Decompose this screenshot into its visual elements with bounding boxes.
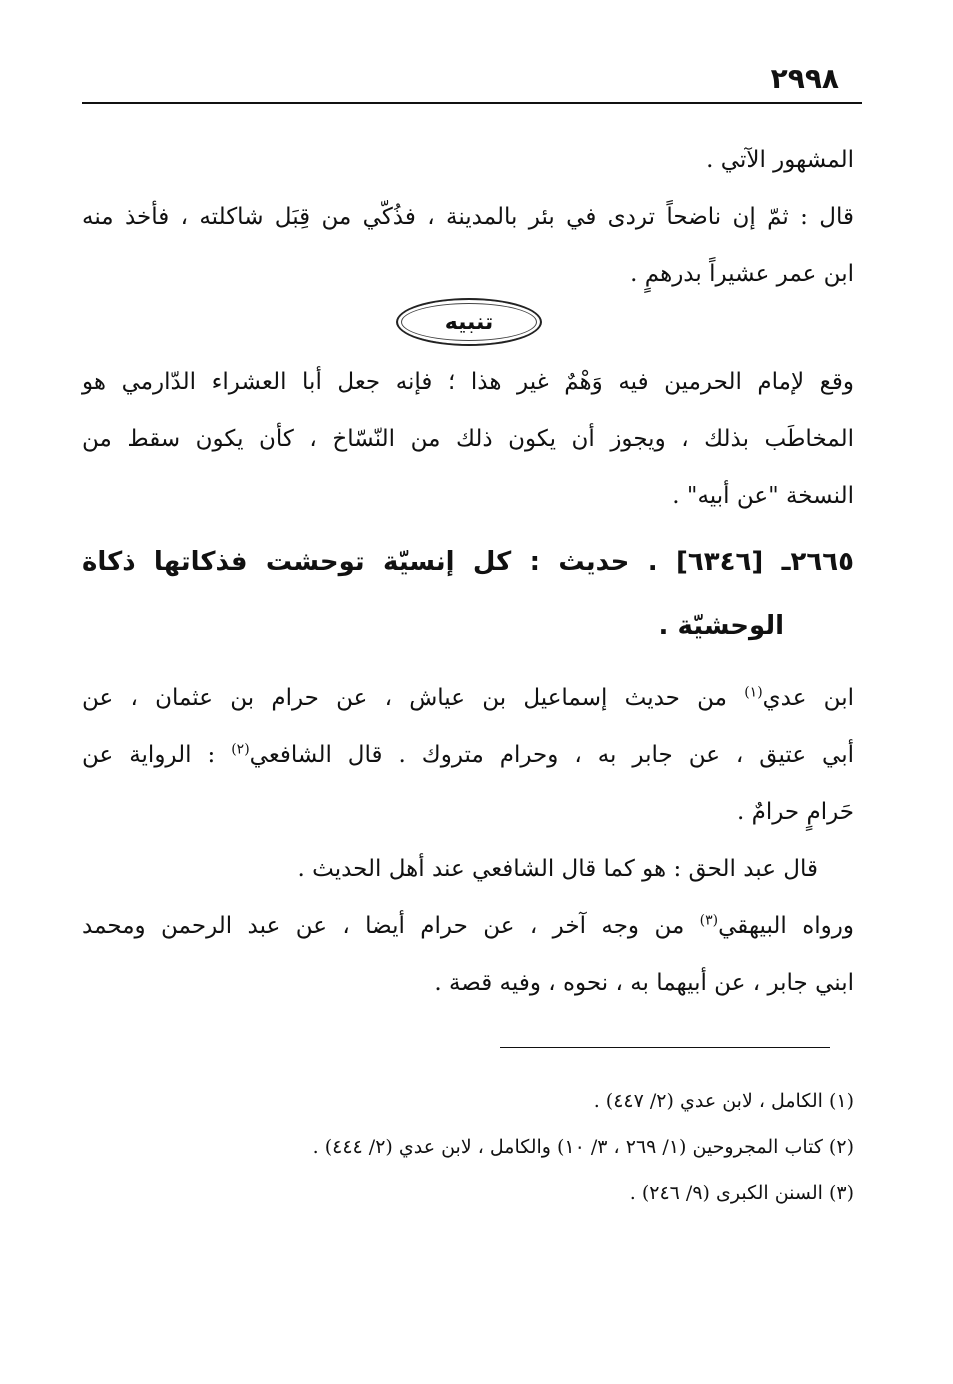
footnote-ref-2: (٢) <box>231 741 250 758</box>
text-line: المخاطَب بذلك ، ويجوز أن يكون ذلك من النّسّاخ ، كأن يكون سقط من <box>82 426 854 452</box>
text-line: ابني جابر ، عن أبيهما به ، نحوه ، وفيه قصة . <box>434 970 854 996</box>
footnotes <box>82 1078 854 1216</box>
text-line: ابن عدي$^{(١)}$ من حديث إسماعيل بن عياش ، عن حرام بن عثمان ، عن <box>82 684 854 711</box>
paragraph-block-1 <box>82 132 854 303</box>
footnote-ref-3: (٣) <box>699 912 719 929</box>
paragraph-block-2 <box>82 354 854 525</box>
page-number: ٢٩٩٨ <box>770 62 839 95</box>
footnote: (٢) كتاب المجروحين (١/ ٢٦٩ ، ٣/ ١٠) والكامل ، لابن عدي (٢/ ٤٤٤) . <box>312 1136 854 1158</box>
hadith-title-line: ٢٦٦٥ـ [٦٣٤٦] . حديث : كل إنسيّة توحشت فذكاتها ذكاة <box>82 547 854 577</box>
text-line: قال عبد الحق : هو كما قال الشافعي عند أهل الحديث . <box>297 856 818 882</box>
notice-heading: تنبيه <box>396 298 542 346</box>
text-line: أبي عتيق ، عن جابر به ، وحرام متروك . قال الشافعي$^{(٢)}$ : الرواية عن <box>82 741 854 768</box>
footnote-ref-1: (١) <box>744 684 763 701</box>
text-line: النسخة "عن أبيه" . <box>672 483 854 509</box>
paragraph-block-3 <box>82 670 854 1012</box>
text-line: المشهور الآتي . <box>706 147 854 173</box>
hadith-title <box>82 530 854 658</box>
text-line: ابن عمر عشيراً بدرهمٍ . <box>630 261 854 287</box>
text-line: قال : ثمّ إن ناضحاً تردى في بئر بالمدينة ، فذُكّي من قِبَل شاكلته ، فأخذ منه <box>82 204 854 230</box>
hadith-title-line: الوحشيّة . <box>658 611 784 641</box>
text-line: وقع لإمام الحرمين فيه وَهْمٌ غير هذا ؛ فإنه جعل أبا العشراء الدّارمي هو <box>82 369 854 395</box>
footnote: (٣) السنن الكبرى (٩/ ٢٤٦) . <box>629 1182 854 1204</box>
text-line: حَرامٍ حرامٌ . <box>736 799 854 825</box>
header-rule <box>82 102 862 104</box>
footnote-separator <box>500 1047 830 1048</box>
footnote: (١) الكامل ، لابن عدي (٢/ ٤٤٧) . <box>593 1090 854 1112</box>
text-line: ورواه البيهقي$^{(٣)}$ من وجه آخر ، عن حرام أيضا ، عن عبد الرحمن ومحمد <box>82 912 854 939</box>
